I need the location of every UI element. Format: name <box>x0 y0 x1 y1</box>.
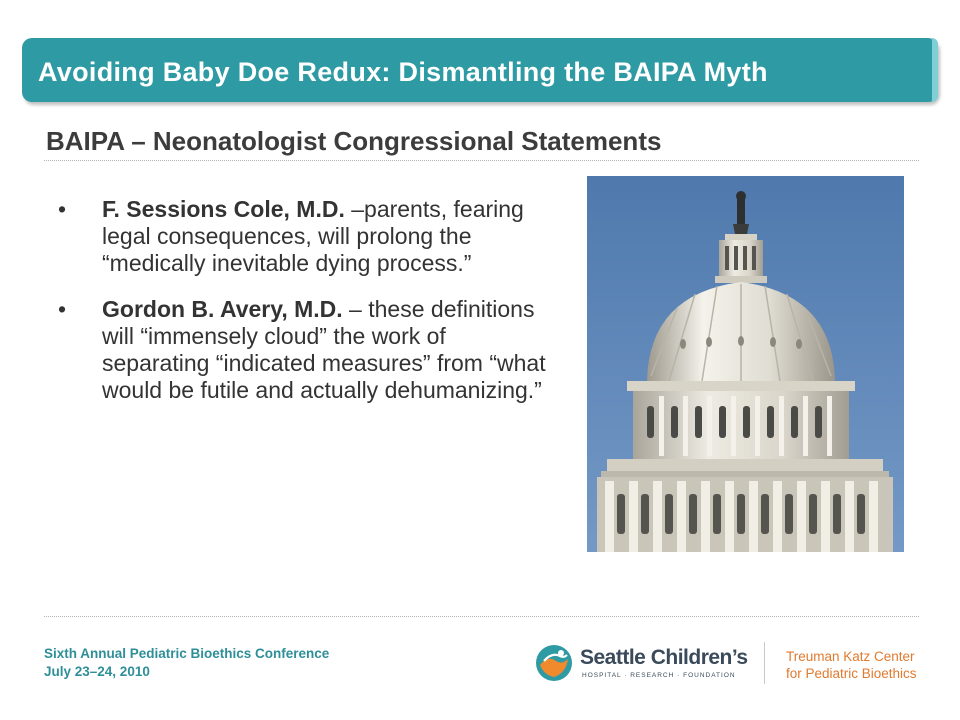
conference-title: Sixth Annual Pediatric Bioethics Conference <box>44 646 330 661</box>
bullet-marker: • <box>58 196 67 222</box>
seattle-childrens-logo-icon <box>534 643 574 683</box>
top-divider <box>44 160 919 161</box>
seattle-childrens-tagline: HOSPITAL · RESEARCH · FOUNDATION <box>582 672 736 679</box>
center-name-line1: Treuman Katz Center <box>786 649 915 664</box>
bullet-item-cole <box>58 196 558 277</box>
bullet-marker: • <box>58 296 67 322</box>
footer-logos <box>534 642 934 684</box>
speaker-quote: – these definitions will “immensely cloud” the work of separating “indicated measures” from “what would be futile and actually dehumanizing.” <box>102 296 546 403</box>
speaker-quote: –parents, fearing legal consequences, will prolong the “medically inevitable dying process.” <box>102 196 524 276</box>
conference-dates: July 23–24, 2010 <box>44 664 150 679</box>
bullet-list <box>58 196 558 423</box>
slide-subtitle: BAIPA – Neonatologist Congressional Statements <box>46 126 662 156</box>
conference-info <box>44 645 329 681</box>
footer-divider <box>44 616 919 617</box>
center-name-line2: for Pediatric Bioethics <box>786 666 917 681</box>
seattle-childrens-name: Seattle Children’s <box>580 646 748 669</box>
speaker-name: Gordon B. Avery, M.D. <box>102 296 343 322</box>
title-bar-highlight <box>932 38 938 102</box>
treuman-katz-center <box>786 648 917 682</box>
capitol-dome-photo <box>587 176 904 552</box>
bullet-item-avery <box>58 296 558 404</box>
slide-title: Avoiding Baby Doe Redux: Dismantling the BAIPA Myth <box>38 57 768 87</box>
speaker-name: F. Sessions Cole, M.D. <box>102 196 345 222</box>
logo-divider <box>764 642 765 684</box>
